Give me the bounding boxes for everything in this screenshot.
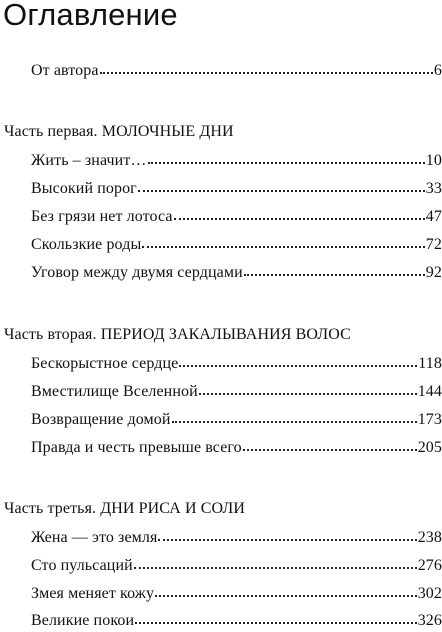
toc-entry[interactable] xyxy=(31,151,442,171)
toc-entry[interactable] xyxy=(31,235,442,255)
toc-entry-label: Сто пульсаций xyxy=(31,557,133,574)
toc-entry-label: Вместилище Вселенной xyxy=(31,383,198,400)
part-heading-1: Часть первая. МОЛОЧНЫЕ ДНИ xyxy=(4,123,234,140)
part-heading-2: Часть вторая. ПЕРИОД ЗАКАЛЫВАНИЯ ВОЛОС xyxy=(4,326,351,343)
toc-entry-label: Возвращение домой xyxy=(31,411,171,428)
toc-entry[interactable] xyxy=(31,207,442,227)
toc-entry-page-number: 10 xyxy=(425,152,442,169)
toc-entry-page-number: 6 xyxy=(433,62,442,79)
dot-leader xyxy=(244,273,425,276)
dot-leader xyxy=(148,161,425,164)
toc-entry[interactable] xyxy=(31,438,442,458)
toc-entry-page-number: 47 xyxy=(425,208,442,225)
toc-entry-page-number: 144 xyxy=(417,383,442,400)
toc-entry-label: Уговор между двумя сердцами xyxy=(31,264,243,281)
toc-entry-page-number: 238 xyxy=(417,529,442,546)
toc-entry-label: Бескорыстное сердце xyxy=(31,355,179,372)
toc-entry-page-number: 276 xyxy=(417,557,442,574)
toc-entry-label: Правда и честь превыше всего xyxy=(31,439,242,456)
toc-entry-label: Жить – значит… xyxy=(31,152,147,169)
toc-entry-label: Скользкие роды xyxy=(31,236,142,253)
toc-entry-label: Жена — это земля xyxy=(31,529,158,546)
toc-entry[interactable] xyxy=(31,528,442,548)
toc-entry-page-number: 326 xyxy=(417,612,442,629)
dot-leader xyxy=(158,538,416,541)
toc-entry-intro[interactable] xyxy=(31,61,442,81)
toc-entry[interactable] xyxy=(31,410,442,430)
toc-entry[interactable] xyxy=(31,263,442,283)
dot-leader xyxy=(138,189,425,192)
dot-leader xyxy=(142,245,425,248)
toc-entry[interactable] xyxy=(31,611,442,631)
dot-leader xyxy=(174,217,425,220)
toc-entry-label: Змея меняет кожу xyxy=(31,585,155,602)
dot-leader xyxy=(199,392,417,395)
toc-entry-page-number: 118 xyxy=(418,355,442,372)
dot-leader xyxy=(100,71,433,74)
toc-entry[interactable] xyxy=(31,382,442,402)
toc-entry-label: От автора xyxy=(31,62,99,79)
toc-entry[interactable] xyxy=(31,179,442,199)
toc-entry-page-number: 205 xyxy=(417,439,442,456)
toc-entry[interactable] xyxy=(31,584,442,604)
toc-entry-label: Без грязи нет лотоса xyxy=(31,208,173,225)
toc-entry-page-number: 302 xyxy=(417,585,442,602)
dot-leader xyxy=(155,594,417,597)
dot-leader xyxy=(179,364,417,367)
page-title: Оглавление xyxy=(3,0,178,32)
dot-leader xyxy=(135,621,417,624)
toc-entry[interactable] xyxy=(31,556,442,576)
dot-leader xyxy=(243,448,417,451)
toc-entry-page-number: 72 xyxy=(425,236,442,253)
toc-entry-label: Великие покои xyxy=(31,612,135,629)
toc-entry-page-number: 173 xyxy=(417,411,442,428)
toc-entry[interactable] xyxy=(31,354,442,374)
dot-leader xyxy=(172,420,417,423)
dot-leader xyxy=(134,566,417,569)
toc-entry-label: Высокий порог xyxy=(31,180,137,197)
part-heading-3: Часть третья. ДНИ РИСА И СОЛИ xyxy=(4,500,246,517)
toc-entry-page-number: 92 xyxy=(425,264,442,281)
toc-entry-page-number: 33 xyxy=(425,180,442,197)
